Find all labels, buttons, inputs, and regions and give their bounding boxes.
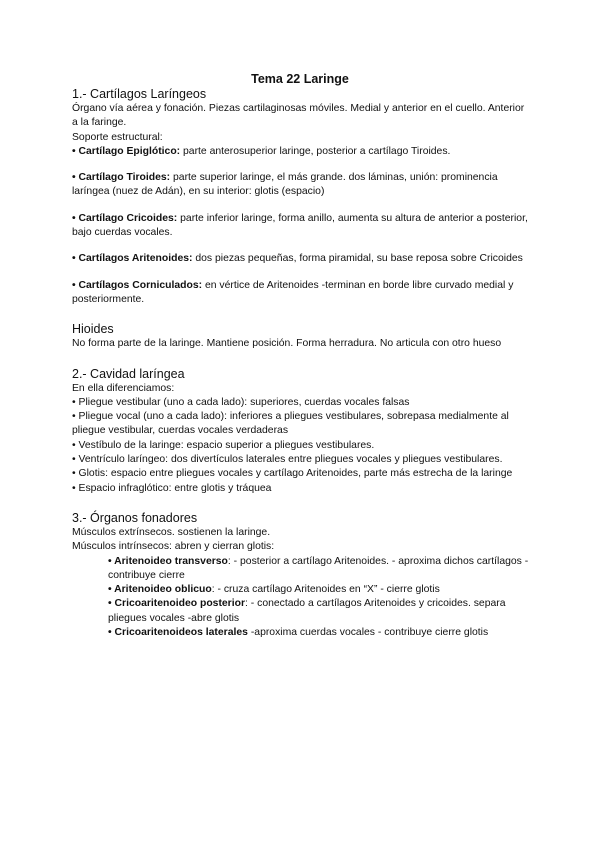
section-2-intro: En ella diferenciamos: — [72, 382, 175, 394]
cartilage-item-tiroides: • Cartílago Tiroides: parte superior laringe, el más grande. dos láminas, unión: prominencia laríngea (nuez de Adán), en su interior: glotis (espacio) — [72, 172, 498, 198]
page-title: Tema 22 Laringe — [251, 72, 349, 86]
muscle-item: • Cricoaritenoideo posterior: - conectado a cartílagos Aritenoides y cricoides. separa pliegues vocales -abre glotis — [108, 598, 506, 624]
document-body — [72, 86, 532, 640]
cavity-item: • Glotis: espacio entre pliegues vocales y cartílago Aritenoides, parte más estrecha de la laringe — [72, 468, 513, 480]
cavity-item: • Espacio infraglótico: entre glotis y tráquea — [72, 482, 272, 494]
cavity-item: • Vestíbulo de la laringe: espacio superior a pliegues vestibulares. — [72, 439, 375, 451]
section-1-intro: Órgano vía aérea y fonación. Piezas cartilaginosas móviles. Medial y anterior en el cuello. Anterior a la faringe. — [72, 103, 525, 129]
muscle-item: • Aritenoideo oblicuo: - cruza cartílago Aritenoides en “X” - cierre glotis — [108, 584, 440, 596]
hioides-heading: Hioides — [72, 322, 114, 337]
section-2-heading: 2.- Cavidad laríngea — [72, 366, 185, 381]
muscle-item: • Cricoaritenoideos laterales -aproxima cuerdas vocales - contribuye cierre glotis — [108, 627, 489, 639]
cartilage-item-epiglotico: • Cartílago Epiglótico: parte anterosuperior laringe, posterior a cartílago Tiroides. — [72, 145, 451, 157]
cartilage-item-corniculados: • Cartílagos Corniculados: en vértice de Aritenoides -terminan en borde libre curvado medial y posteriormente. — [72, 279, 514, 305]
section-1-soporte: Soporte estructural: — [72, 131, 163, 143]
muscle-item: • Aritenoideo transverso: - posterior a cartílago Aritenoides. - aproxima dichos cartílagos - contribuye cierre — [108, 555, 529, 581]
hioides-text: No forma parte de la laringe. Mantiene posición. Forma herradura. No articula con otro hueso — [72, 338, 502, 350]
section-3-intrinsecos: Músculos intrínsecos: abren y cierran glotis: — [72, 541, 275, 553]
muscle-list — [72, 555, 532, 641]
section-3-extrinsecos: Músculos extrínsecos. sostienen la laringe. — [72, 526, 271, 538]
cartilage-item-cricoides: • Cartílago Cricoides: parte inferior laringe, forma anillo, aumenta su altura de anterior a posterior, bajo cuerdas vocales. — [72, 212, 528, 239]
section-1-heading: 1.- Cartílagos Laríngeos — [72, 87, 207, 101]
cavity-item: • Pliegue vocal (uno a cada lado): inferiores a pliegues vestibulares, sobrepasa medialmente al pliegue vestibular, cuerdas vocales verdaderas — [72, 411, 509, 437]
section-3-heading: 3.- Órganos fonadores — [72, 510, 198, 525]
cartilage-item-aritenoides: • Cartílagos Aritenoides: dos piezas pequeñas, forma piramidal, su base reposa sobre Cricoides — [72, 253, 523, 265]
cavity-item: • Ventrículo laríngeo: dos divertículos laterales entre pliegues vocales y pliegues vestibulares. — [72, 454, 503, 466]
cavity-item: • Pliegue vestibular (uno a cada lado): superiores, cuerdas vocales falsas — [72, 396, 410, 408]
